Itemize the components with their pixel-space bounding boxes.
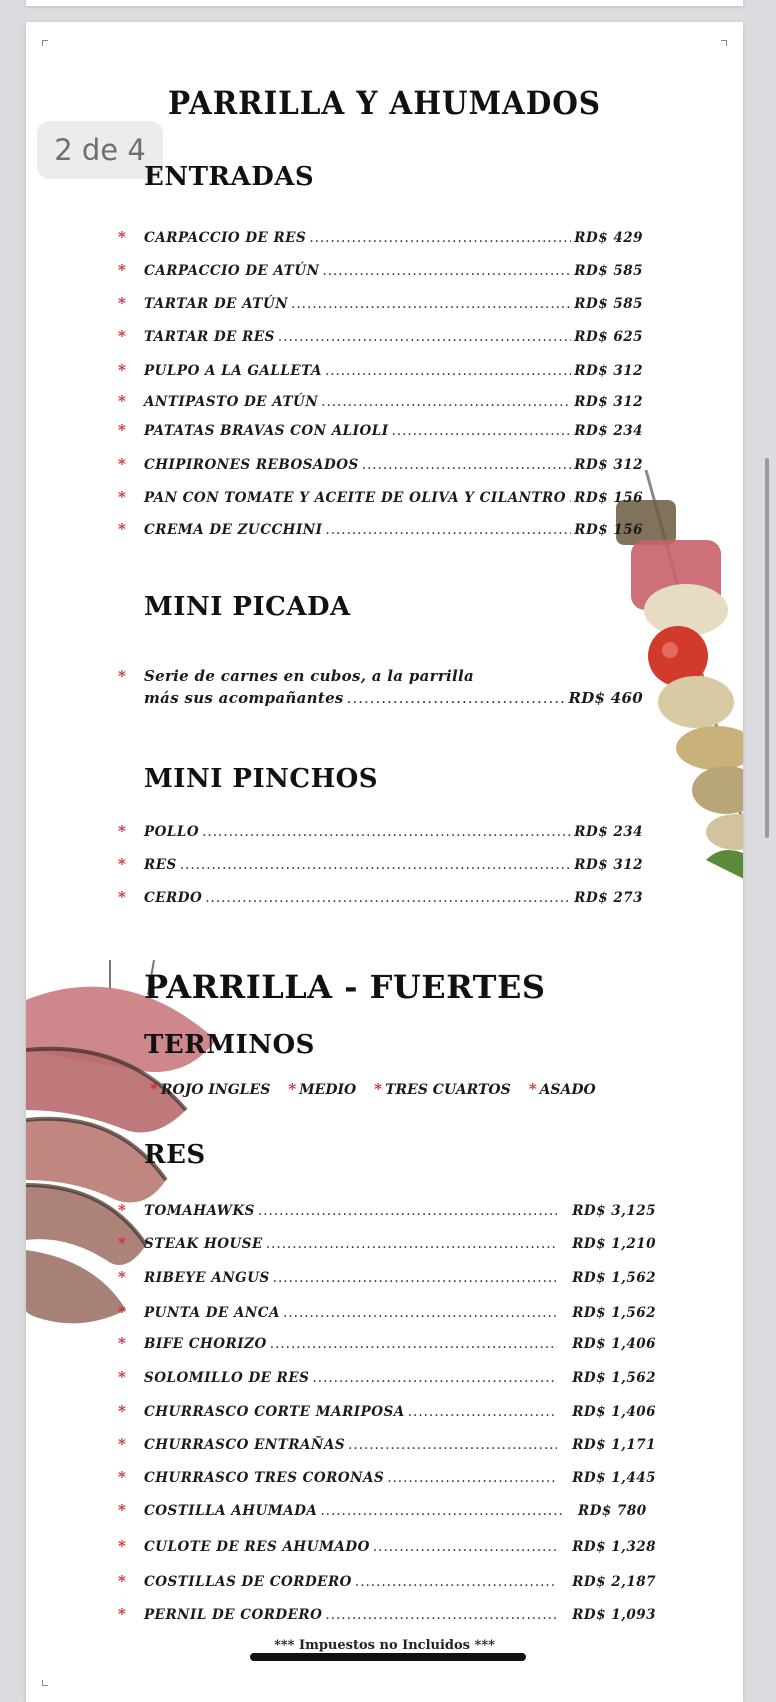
bullet-icon: *	[150, 1080, 158, 1098]
menu-item	[118, 1303, 656, 1325]
menu-item-price: RD$ 1,562	[572, 1305, 656, 1321]
menu-item-price: RD$ 429	[574, 230, 643, 246]
bullet-icon: *	[118, 294, 127, 312]
menu-item	[118, 1501, 656, 1523]
menu-item-price: RD$ 312	[574, 363, 643, 379]
bullet-icon: *	[118, 1501, 127, 1519]
dot-leader	[348, 1437, 557, 1453]
menu-item-price: RD$ 625	[574, 329, 643, 345]
page-indicator: 2 de 4	[37, 121, 163, 179]
menu-item-name: RIBEYE ANGUS	[144, 1270, 270, 1286]
termino-option: * TRES CUARTOS	[374, 1080, 511, 1098]
menu-item-price: RD$ 1,210	[572, 1236, 656, 1252]
menu-item-name: PATATAS BRAVAS CON ALIOLI	[144, 423, 389, 439]
dot-leader	[392, 423, 572, 439]
dot-leader	[273, 1270, 557, 1286]
menu-item-price: RD$ 3,125	[572, 1203, 656, 1219]
dot-leader	[322, 263, 571, 279]
menu-item-price: RD$ 1,328	[572, 1539, 656, 1555]
bullet-icon: *	[118, 327, 127, 345]
bullet-icon: *	[118, 1268, 127, 1286]
menu-item	[118, 1537, 656, 1559]
menu-item	[118, 1201, 656, 1223]
mini-picada-price: RD$ 460	[568, 689, 643, 707]
home-indicator[interactable]	[250, 1653, 526, 1661]
menu-item-price: RD$ 1,093	[572, 1607, 656, 1623]
bullet-icon: *	[118, 488, 127, 506]
menu-item-price: RD$ 273	[574, 890, 643, 906]
menu-item	[118, 1572, 656, 1594]
menu-item-price: RD$ 312	[574, 394, 643, 410]
menu-item	[118, 855, 643, 877]
menu-item	[118, 822, 643, 844]
menu-item	[118, 1334, 656, 1356]
menu-item-price: RD$ 312	[574, 457, 643, 473]
menu-item-price: RD$ 585	[574, 263, 643, 279]
dot-leader	[270, 1336, 557, 1352]
bullet-icon: *	[118, 392, 127, 410]
menu-item-name: CHURRASCO TRES CORONAS	[144, 1470, 385, 1486]
previous-page-edge	[26, 0, 743, 6]
bullet-icon: *	[118, 520, 127, 538]
bullet-icon: *	[118, 1605, 127, 1623]
crop-mark	[721, 40, 727, 46]
bullet-icon: *	[118, 1537, 127, 1555]
bullet-icon: *	[118, 1303, 127, 1321]
bullet-icon: *	[528, 1080, 537, 1098]
menu-page[interactable]	[26, 22, 743, 1702]
menu-item-name: RES	[144, 857, 177, 873]
menu-item-price: RD$ 1,562	[572, 1370, 656, 1386]
termino-option: * ROJO INGLES	[150, 1080, 271, 1098]
dot-leader	[278, 329, 571, 345]
bullet-icon: *	[118, 421, 127, 439]
dot-leader	[258, 1203, 557, 1219]
section-heading-terminos: TERMINOS	[144, 1030, 315, 1060]
menu-item	[118, 261, 643, 283]
bullet-icon: *	[118, 228, 127, 246]
menu-item-name: CHIPIRONES REBOSADOS	[144, 457, 359, 473]
mini-picada-description-line2: más sus acompañantes	[144, 689, 344, 707]
section-heading-mini-pinchos: MINI PINCHOS	[144, 764, 379, 794]
menu-item-price: RD$ 1,445	[572, 1470, 656, 1486]
menu-item	[118, 392, 643, 414]
dot-leader	[325, 363, 571, 379]
menu-item-price: RD$ 1,406	[572, 1404, 656, 1420]
bullet-icon: *	[118, 361, 127, 379]
menu-item-name: CHURRASCO ENTRAÑAS	[144, 1437, 346, 1453]
menu-item	[118, 1605, 656, 1627]
menu-item	[118, 294, 643, 316]
bullet-icon: *	[118, 1572, 127, 1590]
menu-item-price: RD$ 585	[574, 296, 643, 312]
menu-item-name: CULOTE DE RES AHUMADO	[144, 1539, 370, 1555]
dot-leader	[387, 1470, 557, 1486]
menu-item	[118, 888, 643, 910]
bullet-icon: *	[118, 261, 127, 279]
menu-item-name: PAN CON TOMATE Y ACEITE DE OLIVA Y CILANTRO	[144, 490, 567, 506]
dot-leader	[408, 1404, 557, 1420]
bullet-icon: *	[118, 1334, 127, 1352]
dot-leader	[321, 394, 571, 410]
menu-item-name: COSTILLA AHUMADA	[144, 1503, 318, 1519]
menu-item-name: COSTILLAS DE CORDERO	[144, 1574, 352, 1590]
dot-leader	[355, 1574, 557, 1590]
menu-item-name: ANTIPASTO DE ATÚN	[144, 394, 319, 410]
bullet-icon: *	[118, 888, 127, 906]
dot-leader	[569, 490, 571, 506]
bullet-icon: *	[118, 1402, 127, 1420]
dot-leader	[309, 230, 571, 246]
section-heading-res: RES	[144, 1140, 206, 1170]
menu-item-name: SOLOMILLO DE RES	[144, 1370, 310, 1386]
menu-item-name: TOMAHAWKS	[144, 1203, 255, 1219]
menu-item	[118, 1234, 656, 1256]
menu-item	[118, 327, 643, 349]
menu-item-name: PULPO A LA GALLETA	[144, 363, 322, 379]
terminos-list	[150, 1080, 596, 1098]
dot-leader	[180, 857, 572, 873]
page-title: PARRILLA Y AHUMADOS	[168, 84, 601, 122]
section-heading-parrilla-fuertes: PARRILLA - FUERTES	[144, 968, 546, 1006]
menu-item-name: PERNIL DE CORDERO	[144, 1607, 323, 1623]
menu-item	[118, 1468, 656, 1490]
menu-item-price: RD$ 1,171	[572, 1437, 656, 1453]
menu-item	[118, 455, 643, 477]
menu-item-name: POLLO	[144, 824, 200, 840]
menu-item-name: PUNTA DE ANCA	[144, 1305, 280, 1321]
menu-item-name: CHURRASCO CORTE MARIPOSA	[144, 1404, 405, 1420]
dot-leader	[320, 1503, 563, 1519]
menu-item-price: RD$ 2,187	[572, 1574, 656, 1590]
menu-item-name: CARPACCIO DE ATÚN	[144, 263, 320, 279]
dot-leader	[283, 1305, 557, 1321]
bullet-icon: *	[118, 667, 127, 685]
dot-leader	[325, 1607, 557, 1623]
dot-leader	[205, 890, 571, 906]
dot-leader	[312, 1370, 557, 1386]
menu-item	[118, 421, 643, 443]
menu-item-name: CERDO	[144, 890, 203, 906]
menu-item	[118, 520, 643, 542]
menu-item-price: RD$ 312	[574, 857, 643, 873]
menu-item	[118, 228, 643, 250]
menu-item	[118, 1402, 656, 1424]
bullet-icon: *	[118, 1435, 127, 1453]
bullet-icon: *	[118, 1368, 127, 1386]
menu-item-name: CREMA DE ZUCCHINI	[144, 522, 323, 538]
menu-item-price: RD$ 234	[574, 423, 643, 439]
bullet-icon: *	[118, 455, 127, 473]
bullet-icon: *	[374, 1080, 383, 1098]
menu-item-price: RD$ 156	[574, 490, 643, 506]
bullet-icon: *	[118, 1468, 127, 1486]
menu-item-name: CARPACCIO DE RES	[144, 230, 307, 246]
bullet-icon: *	[118, 1201, 127, 1219]
menu-item-name: BIFE CHORIZO	[144, 1336, 267, 1352]
crop-mark	[42, 40, 48, 46]
menu-item-price: RD$ 1,406	[572, 1336, 656, 1352]
section-heading-mini-picada: MINI PICADA	[144, 592, 351, 622]
menu-item	[118, 1435, 656, 1457]
menu-item-name: TARTAR DE RES	[144, 329, 275, 345]
menu-item-price: RD$ 234	[574, 824, 643, 840]
crop-mark	[42, 1680, 48, 1686]
dot-leader	[347, 689, 566, 707]
dot-leader	[325, 522, 571, 538]
menu-item-name: STEAK HOUSE	[144, 1236, 263, 1252]
bullet-icon: *	[118, 822, 127, 840]
dot-leader	[202, 824, 571, 840]
scrollbar[interactable]	[765, 458, 769, 838]
tax-note: *** Impuestos no Incluidos ***	[274, 1638, 495, 1653]
mini-picada-item	[118, 667, 643, 707]
section-heading-entradas: ENTRADAS	[144, 162, 315, 192]
menu-item-price: RD$ 1,562	[572, 1270, 656, 1286]
mini-picada-description-line1: Serie de carnes en cubos, a la parrilla	[144, 667, 475, 685]
bullet-icon: *	[118, 1234, 127, 1252]
menu-item	[118, 1368, 656, 1390]
menu-item-price: RD$ 780	[578, 1503, 647, 1519]
menu-item	[118, 488, 643, 510]
dot-leader	[266, 1236, 557, 1252]
termino-option: * MEDIO	[288, 1080, 357, 1098]
menu-item	[118, 361, 643, 383]
bullet-icon: *	[118, 855, 127, 873]
bullet-icon: *	[288, 1080, 297, 1098]
termino-option: * ASADO	[528, 1080, 596, 1098]
menu-item-price: RD$ 156	[574, 522, 643, 538]
dot-leader	[362, 457, 572, 473]
dot-leader	[291, 296, 571, 312]
dot-leader	[373, 1539, 557, 1555]
menu-item	[118, 1268, 656, 1290]
menu-item-name: TARTAR DE ATÚN	[144, 296, 289, 312]
